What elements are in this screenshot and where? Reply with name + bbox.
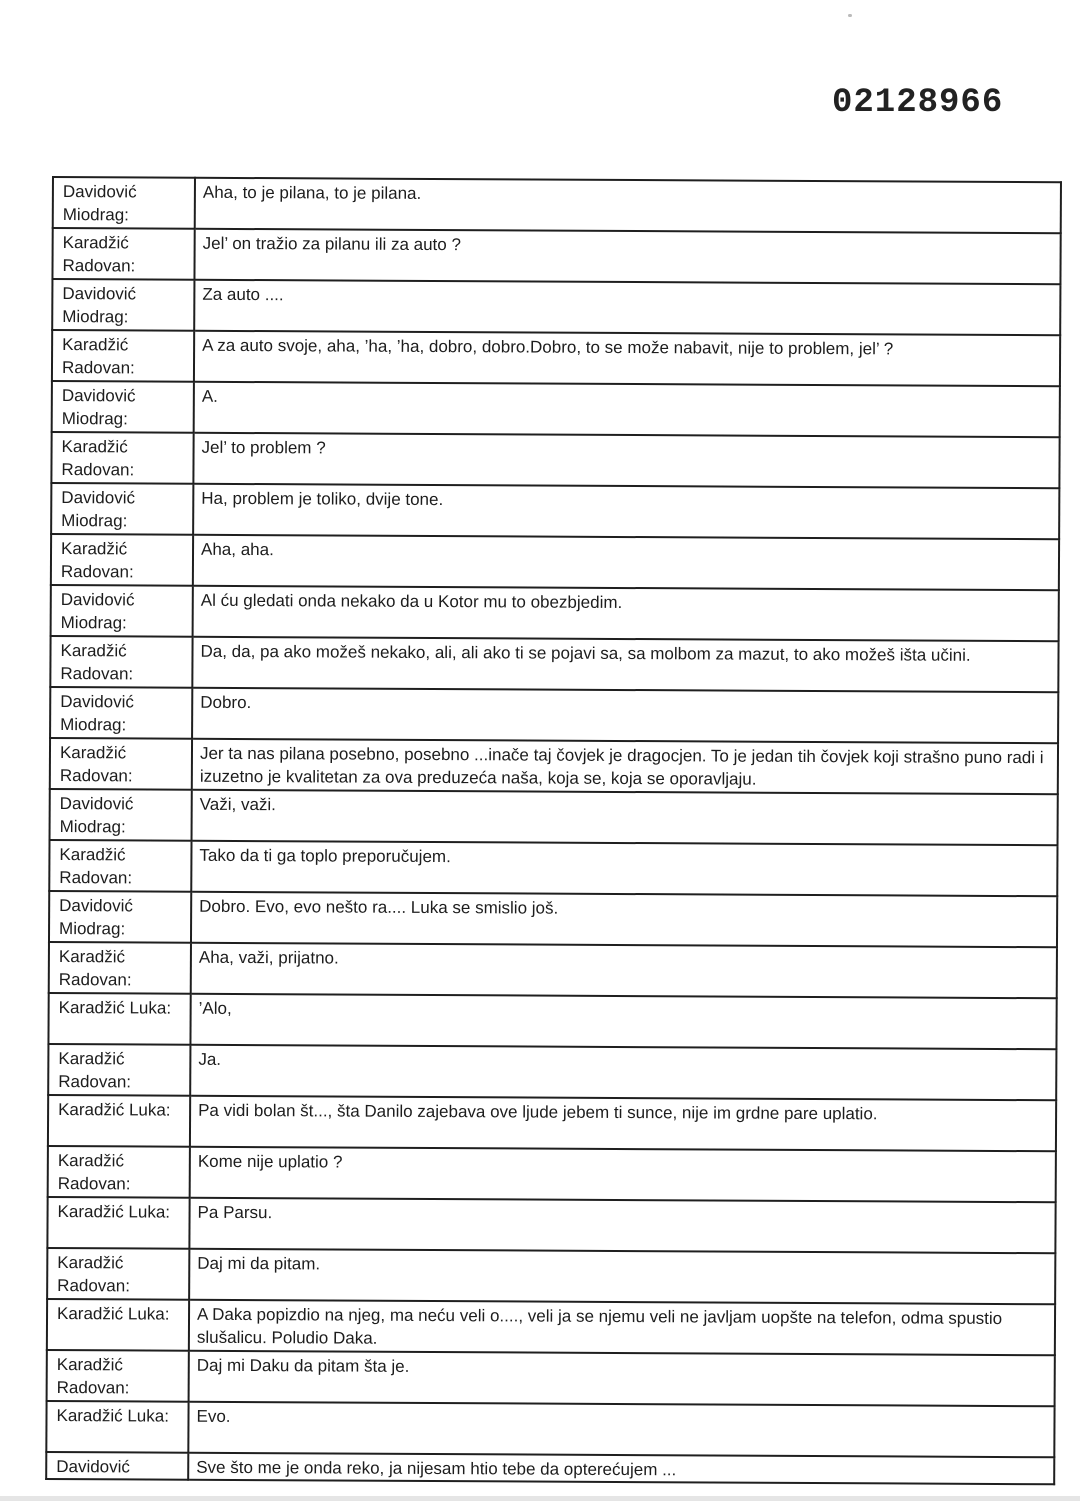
transcript-row xyxy=(47,1248,1055,1304)
transcript-row xyxy=(50,789,1058,845)
scan-speck xyxy=(848,14,852,17)
transcript-row xyxy=(49,891,1057,947)
speaker-cell: Davidović Miodrag: xyxy=(53,177,195,229)
transcript-row xyxy=(52,330,1060,386)
utterance-cell: Dobro. xyxy=(192,688,1058,744)
speaker-cell: Karadžić Luka: xyxy=(46,1401,188,1453)
speaker-cell: Davidović Miodrag: xyxy=(50,789,192,841)
speaker-cell: Karadžić Luka: xyxy=(48,993,190,1045)
transcript-row xyxy=(51,585,1059,641)
speaker-cell: Davidović Miodrag: xyxy=(50,687,192,739)
transcript-row xyxy=(47,1299,1055,1355)
utterance-cell: Tako da ti ga toplo preporučujem. xyxy=(191,841,1057,897)
speaker-cell: Karadžić Radovan: xyxy=(47,1248,189,1300)
transcript-body xyxy=(46,177,1061,1484)
utterance-cell: Ja. xyxy=(190,1045,1056,1101)
transcript-row xyxy=(53,177,1061,233)
speaker-cell: Karadžić Radovan: xyxy=(50,636,192,688)
utterance-cell: Al ću gledati onda nekako da u Kotor mu to obezbjedim. xyxy=(193,586,1059,642)
utterance-cell: Za auto .... xyxy=(194,280,1060,336)
utterance-cell: Daj mi Daku da pitam šta je. xyxy=(189,1351,1055,1407)
utterance-cell: Daj mi da pitam. xyxy=(189,1249,1055,1305)
transcript-table xyxy=(45,176,1062,1485)
speaker-cell: Karadžić Luka: xyxy=(48,1095,190,1147)
utterance-cell: Evo. xyxy=(188,1402,1054,1458)
utterance-cell: ’Alo, xyxy=(190,994,1056,1050)
transcript-row xyxy=(52,279,1060,335)
transcript-row xyxy=(48,1146,1056,1202)
utterance-cell: Sve što me je onda reko, ja nijesam htio tebe da opterećujem ... xyxy=(188,1453,1054,1485)
speaker-cell: Karadžić Radovan: xyxy=(50,738,192,790)
transcript-row xyxy=(52,381,1060,437)
utterance-cell: Aha, važi, prijatno. xyxy=(191,943,1057,999)
transcript-row xyxy=(50,738,1058,794)
speaker-cell: Karadžić Luka: xyxy=(47,1197,189,1249)
speaker-cell: Davidović Miodrag: xyxy=(49,891,191,943)
transcript-row xyxy=(48,1044,1056,1100)
transcript-row xyxy=(47,1350,1055,1406)
utterance-cell: Ha, problem je toliko, dvije tone. xyxy=(193,484,1059,540)
utterance-cell: Jer ta nas pilana posebno, posebno ...inače taj čovjek je dragocjen. To je jedan tih čovjek koji strašno puno radi i izuzetno je kvalitetan za ova preduzeća naša, koja se, koja se oporavljaju. xyxy=(192,739,1058,795)
document-number: 02128966 xyxy=(832,84,1004,122)
speaker-cell: Davidović Miodrag: xyxy=(51,483,193,535)
speaker-cell: Karadžić Radovan: xyxy=(49,942,191,994)
transcript-row xyxy=(46,1452,1054,1484)
speaker-cell: Karadžić Radovan: xyxy=(48,1146,190,1198)
utterance-cell: Aha, aha. xyxy=(193,535,1059,591)
utterance-cell: Aha, to je pilana, to je pilana. xyxy=(195,178,1061,234)
transcript-row xyxy=(50,636,1058,692)
utterance-cell: A. xyxy=(194,382,1060,438)
speaker-cell: Karadžić Radovan: xyxy=(47,1350,189,1402)
utterance-cell: Jel’ to problem ? xyxy=(193,433,1059,489)
utterance-cell: Jel’ on tražio za pilanu ili za auto ? xyxy=(194,229,1060,285)
speaker-cell: Davidović Miodrag: xyxy=(52,381,194,433)
speaker-cell: Davidović Miodrag: xyxy=(52,279,194,331)
utterance-cell: Dobro. Evo, evo nešto ra.... Luka se smislio još. xyxy=(191,892,1057,948)
transcript-row xyxy=(51,534,1059,590)
speaker-cell: Davidović Miodrag: xyxy=(51,585,193,637)
utterance-cell: Pa Parsu. xyxy=(189,1198,1055,1254)
speaker-cell: Karadžić Radovan: xyxy=(49,840,191,892)
utterance-cell: Pa vidi bolan št..., šta Danilo zajebava ove ljude jebem ti sunce, nije im grdne pare uplatio. xyxy=(190,1096,1056,1152)
speaker-cell: Karadžić Radovan: xyxy=(51,534,193,586)
utterance-cell: Važi, važi. xyxy=(192,790,1058,846)
utterance-cell: Da, da, pa ako možeš nekako, ali, ali ako ti se pojavi sa, sa molbom za mazut, to ako možeš išta učini. xyxy=(192,637,1058,693)
transcript-row xyxy=(49,840,1057,896)
speaker-cell: Karadžić Luka: xyxy=(47,1299,189,1351)
transcript-row xyxy=(48,993,1056,1049)
speaker-cell: Davidović xyxy=(46,1452,188,1480)
speaker-cell: Karadžić Radovan: xyxy=(52,228,194,280)
transcript-row xyxy=(50,687,1058,743)
transcript-row xyxy=(51,432,1059,488)
transcript-row xyxy=(46,1401,1054,1457)
utterance-cell: A Daka popizdio na njeg, ma neću veli o...., veli ja se njemu veli ne javljam uopšte na telefon, odma spustio slušalicu. Poludio Daka. xyxy=(189,1300,1055,1356)
speaker-cell: Karadžić Radovan: xyxy=(52,330,194,382)
utterance-cell: A za auto svoje, aha, ’ha, ’ha, dobro, dobro.Dobro, to se može nabavit, nije to problem, jel’ ? xyxy=(194,331,1060,387)
speaker-cell: Karadžić Radovan: xyxy=(48,1044,190,1096)
transcript-row xyxy=(48,1095,1056,1151)
transcript-row xyxy=(51,483,1059,539)
page-bottom-edge xyxy=(0,1496,1080,1501)
transcript-row xyxy=(47,1197,1055,1253)
speaker-cell: Karadžić Radovan: xyxy=(51,432,193,484)
transcript-row xyxy=(49,942,1057,998)
utterance-cell: Kome nije uplatio ? xyxy=(190,1147,1056,1203)
transcript-row xyxy=(52,228,1060,284)
